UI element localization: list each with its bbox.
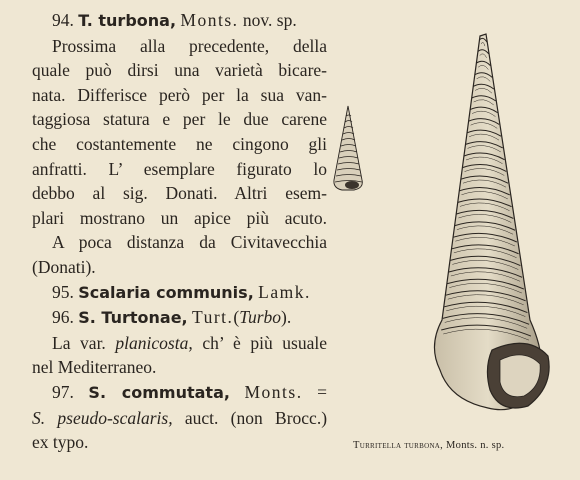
entry-number: 95. — [52, 281, 74, 302]
author: Monts. — [244, 381, 303, 402]
var-name: planicosta, — [115, 332, 193, 353]
entry-94-line-3: nata. Differisce però per la sua van- — [32, 84, 327, 105]
entry-96-line-2: nel Mediterraneo. — [32, 357, 157, 378]
entry-94-heading — [32, 8, 327, 34]
species-name: S. Turtonae, — [78, 308, 188, 328]
var-rest: ch’ è più usuale — [202, 332, 328, 353]
shell-small-illustration — [330, 104, 366, 192]
author: Turt. — [192, 307, 234, 328]
equals-sign: = — [317, 381, 328, 402]
shell-large-illustration — [420, 30, 560, 420]
entry-94-line-5: che costantemente ne cingono gli — [32, 133, 327, 154]
entry-97-line-3: ex typo. — [32, 432, 89, 453]
entry-94-locality-2: (Donati). — [32, 256, 96, 277]
entry-number: 94. — [52, 10, 74, 30]
entry-94-line-6: anfratti. L’ esemplare figurato lo — [32, 158, 327, 179]
caption-species: Turritella turbona, — [353, 440, 444, 451]
var-prefix: La var. — [52, 332, 106, 353]
entry-94-line-4: taggiosa statura e per le due carene — [32, 109, 327, 130]
paren-close: ). — [281, 307, 292, 328]
species-note: nov. sp. — [242, 10, 297, 30]
entry-96-heading — [32, 305, 327, 331]
species-name: S. commutata, — [88, 382, 230, 402]
genus-ref: Turbo — [239, 307, 282, 328]
text-column — [32, 8, 327, 455]
entry-94-line-8: plari mostrano un apice più acuto. — [32, 207, 327, 228]
paren-open: ( — [233, 307, 240, 328]
author: Lamk. — [258, 281, 311, 302]
synonym-name: S. pseudo-scalaris, — [32, 407, 173, 428]
synonym-rest: auct. (non Brocc.) — [184, 407, 328, 428]
entry-97-synonym — [32, 406, 327, 431]
caption-author: Monts. n. sp. — [446, 440, 505, 451]
species-name: Scalaria communis, — [78, 282, 254, 302]
entry-94-locality-1: A poca distanza da Civitavecchia — [52, 232, 327, 253]
entry-94-line-1: Prossima alla precedente, della — [52, 35, 327, 56]
entry-97-heading — [32, 380, 327, 406]
entry-number: 97. — [52, 381, 74, 402]
entry-94-line-7: debbo al sig. Donati. Altri esem- — [32, 183, 327, 204]
figure-caption — [353, 440, 504, 451]
entry-96-variety — [32, 331, 327, 356]
species-name: T. turbona, — [78, 11, 177, 30]
author: Monts. — [180, 10, 239, 30]
entry-94-line-2: quale può dirsi una varietà bicare- — [32, 60, 327, 81]
entry-number: 96. — [52, 307, 74, 328]
entry-95-heading — [32, 280, 327, 306]
